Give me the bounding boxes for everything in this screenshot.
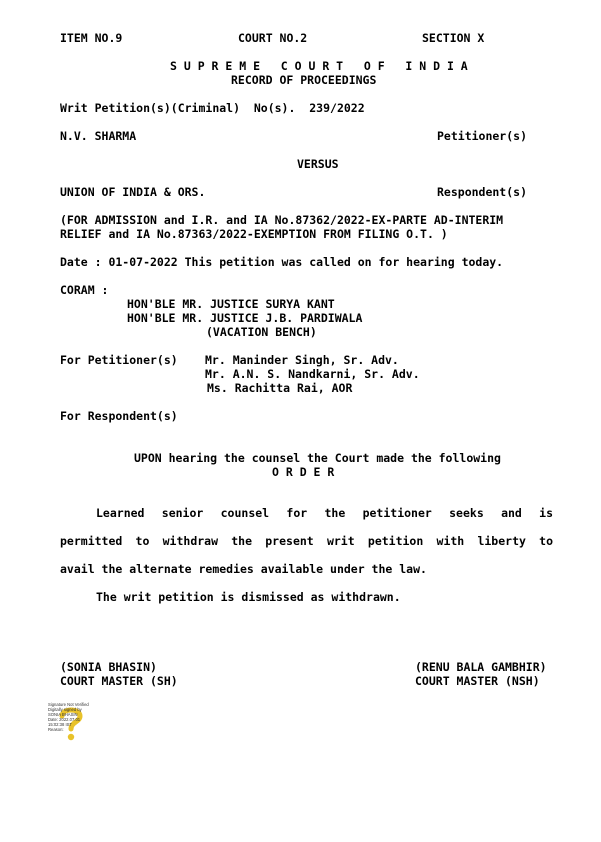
right-signatory-title: COURT MASTER (NSH)	[415, 674, 540, 688]
left-signatory-title: COURT MASTER (SH)	[60, 674, 178, 688]
date-line: Date : 01-07-2022 This petition was called on for hearing today.	[60, 255, 504, 269]
order-line-1: Learned senior counsel for the petitioner seeks and is	[96, 506, 553, 520]
sig-line-1: Signature Not Verified	[48, 702, 89, 707]
digital-signature-text	[48, 702, 89, 732]
digital-signature-stamp	[48, 702, 110, 742]
dismissed-line: The writ petition is dismissed as withdrawn.	[96, 590, 401, 604]
petitioner-role: Petitioner(s)	[437, 129, 528, 143]
sig-line-2: Digitally signed by	[48, 707, 82, 712]
upon-hearing-line: UPON hearing the counsel the Court made the following	[134, 451, 501, 465]
judge-2: HON'BLE MR. JUSTICE J.B. PARDIWALA	[127, 311, 363, 325]
petitioner-name: N.V. SHARMA	[60, 129, 137, 143]
section: SECTION X	[422, 31, 485, 45]
sig-line-3: SONIA BHASIN	[48, 712, 78, 717]
court-name: S U P R E M E C O U R T O F I N D I A	[170, 59, 468, 73]
order-heading: O R D E R	[272, 465, 335, 479]
coram-label: CORAM :	[60, 283, 109, 297]
bench-type: (VACATION BENCH)	[206, 325, 317, 339]
record-title: RECORD OF PROCEEDINGS	[231, 73, 377, 87]
petitioner-counsel-1: Mr. Maninder Singh, Sr. Adv.	[205, 353, 399, 367]
item-number: ITEM NO.9	[60, 31, 123, 45]
right-signatory-name: (RENU BALA GAMBHIR)	[415, 660, 547, 674]
order-line-2: permitted to withdraw the present writ petition with liberty to	[60, 534, 553, 548]
left-signatory-name: (SONIA BHASIN)	[60, 660, 157, 674]
sig-line-6: Reason:	[48, 727, 64, 732]
for-petitioner-label: For Petitioner(s)	[60, 353, 178, 367]
sig-line-4: Date: 2022.07.01	[48, 717, 81, 722]
petitioner-counsel-3: Ms. Rachitta Rai, AOR	[207, 381, 353, 395]
versus-label: VERSUS	[297, 157, 339, 171]
respondent-name: UNION OF INDIA & ORS.	[60, 185, 206, 199]
sig-line-5: 15:02:38 IST	[48, 722, 72, 727]
petitioner-counsel-2: Mr. A.N. S. Nandkarni, Sr. Adv.	[205, 367, 420, 381]
judge-1: HON'BLE MR. JUSTICE SURYA KANT	[127, 297, 335, 311]
case-number: Writ Petition(s)(Criminal) No(s). 239/2022	[60, 101, 365, 115]
for-respondent-label: For Respondent(s)	[60, 409, 178, 423]
respondent-role: Respondent(s)	[437, 185, 528, 199]
order-line-3: avail the alternate remedies available under the law.	[60, 562, 427, 576]
court-number: COURT NO.2	[238, 31, 308, 45]
application-line-2: RELIEF and IA No.87363/2022-EXEMPTION FROM FILING O.T. )	[60, 227, 448, 241]
application-line-1: (FOR ADMISSION and I.R. and IA No.87362/2022-EX-PARTE AD-INTERIM	[60, 213, 504, 227]
